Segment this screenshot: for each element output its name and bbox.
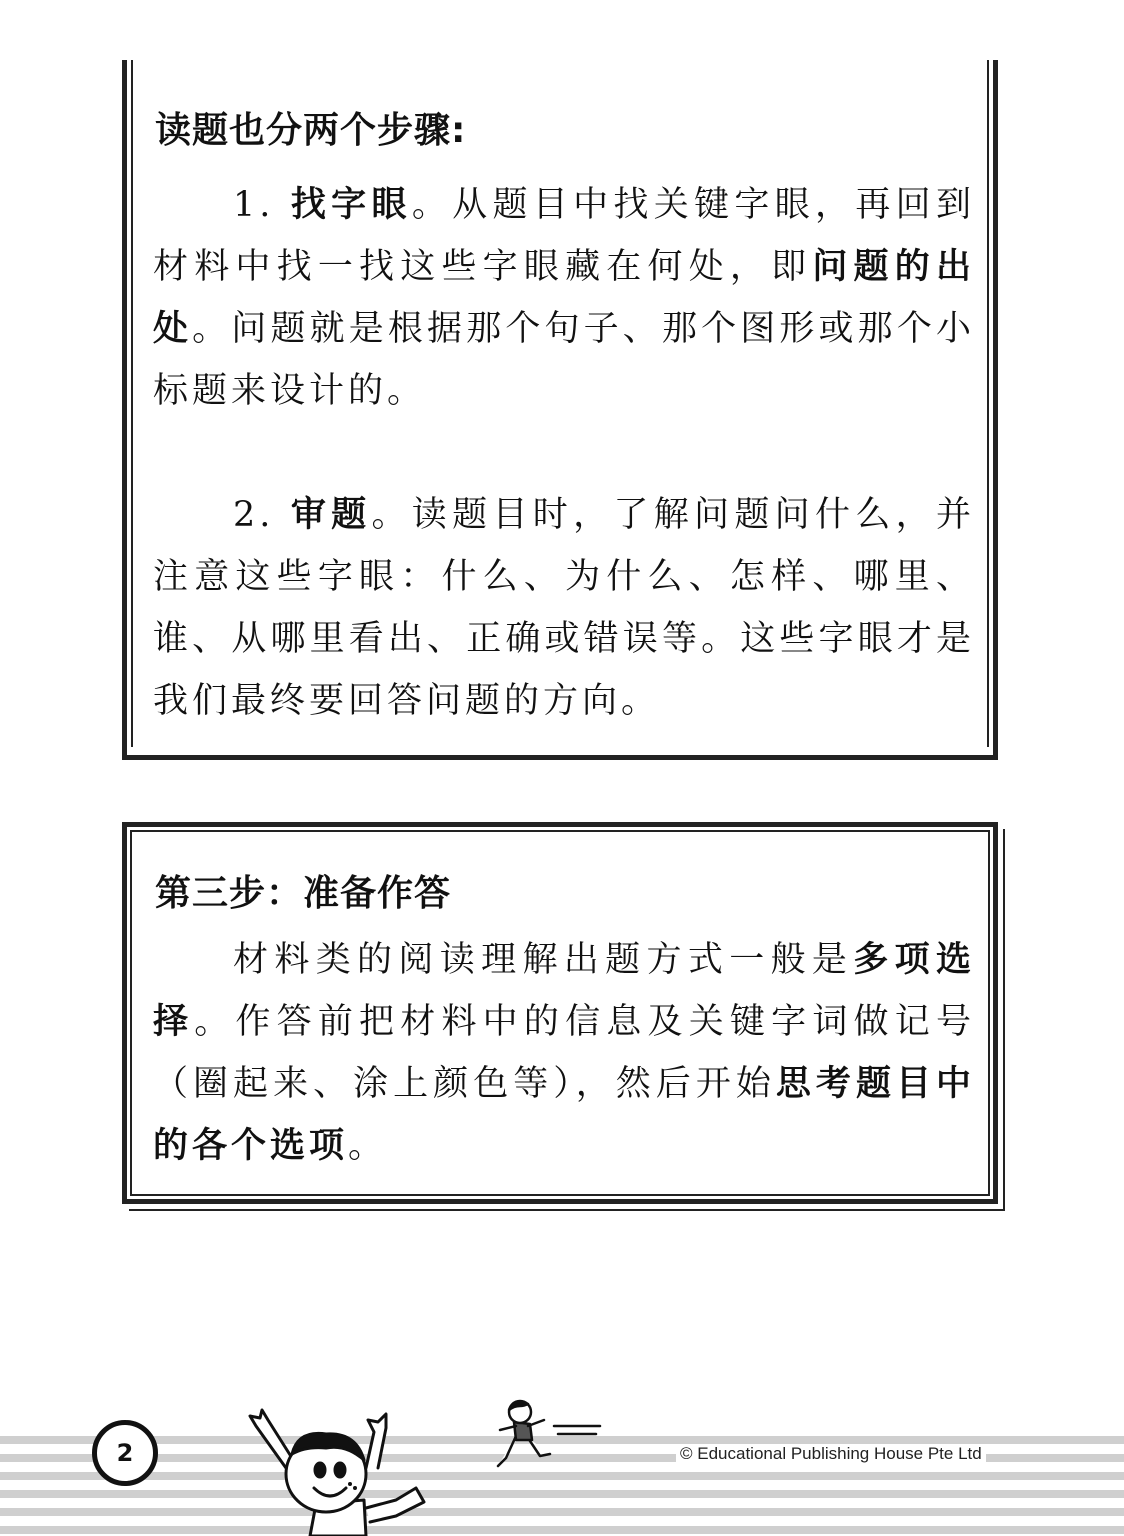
step-number: 2. <box>233 495 291 535</box>
step-text: 。从题目中找关键字眼，再回到材料中找一找这些字眼藏在何处，即 <box>153 185 975 287</box>
body-text: 。作答前把材料中的信息及关键字词做记号（圈起来、涂上颜色等），然后开始 <box>153 1002 975 1104</box>
copyright-text: © Educational Publishing House Pte Ltd <box>676 1444 986 1464</box>
body-text: 材料类的阅读理解出题方式一般是 <box>233 940 854 980</box>
prepare-answer-box <box>122 822 998 1204</box>
reading-steps-box <box>122 60 998 760</box>
jumping-kid-illustration <box>246 1408 446 1536</box>
running-kid-illustration <box>494 1396 604 1476</box>
step-2-paragraph <box>153 484 975 732</box>
body-text: 。 <box>348 1126 388 1166</box>
emphasis-text: 思考题目中的各个选项 <box>153 1064 975 1166</box>
step-1-paragraph <box>153 174 975 422</box>
section-heading: 第三步：准备作答 <box>155 873 452 914</box>
emphasis-text: 多项选择 <box>153 940 975 1042</box>
emphasis-text: 问题的出处 <box>153 247 975 349</box>
step-number: 1. <box>233 185 291 225</box>
section-heading: 读题也分两个步骤: <box>155 110 467 151</box>
prepare-answer-paragraph <box>153 929 975 1177</box>
step-keyword: 找字眼 <box>290 185 412 225</box>
page-number: 2 <box>92 1420 158 1486</box>
step-text: 。读题目时，了解问题问什么，并注意这些字眼：什么、为什么、怎样、哪里、谁、从哪里看出、正确或错误等。这些字眼才是我们最终要回答问题的方向。 <box>153 495 975 721</box>
step-keyword: 审题 <box>290 495 372 535</box>
step-text: 。问题就是根据那个句子、那个图形或那个小标题来设计的。 <box>153 309 975 411</box>
